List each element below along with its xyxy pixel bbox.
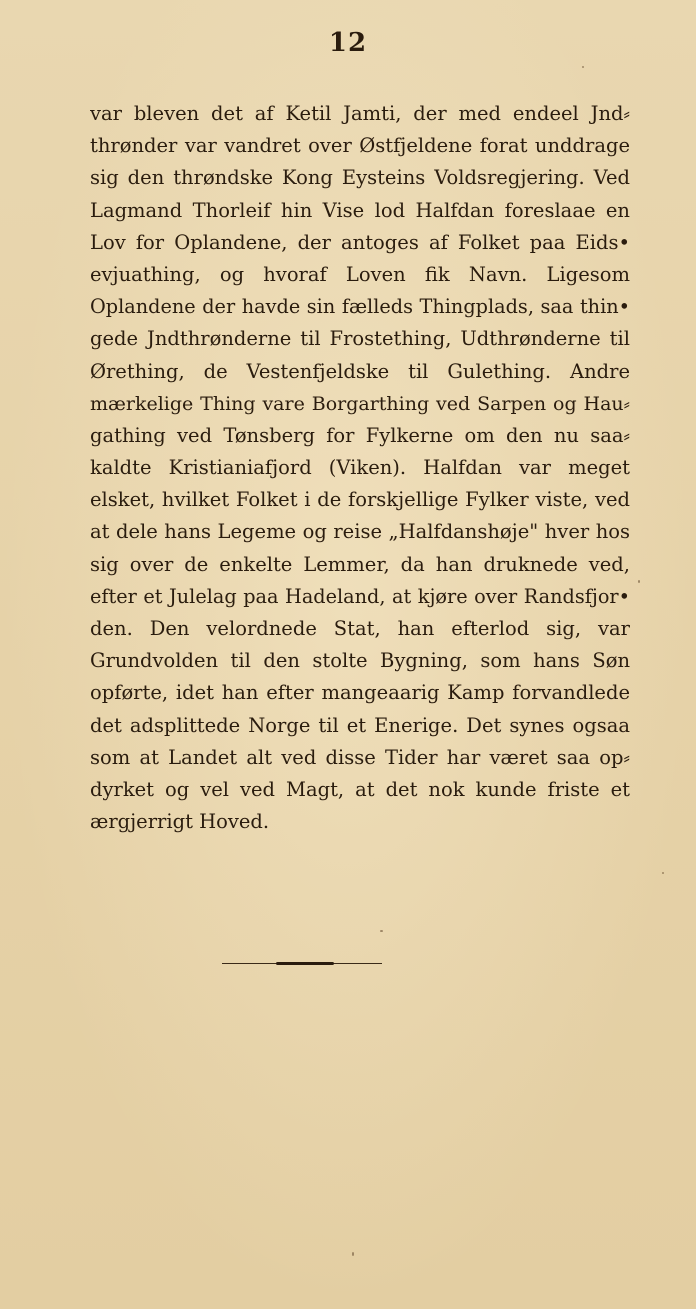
text-line: mærkelige Thing vare Borgarthing ved Sarpen og Hau⸗ bbox=[90, 392, 630, 415]
text-line: Lov for Oplandene, der antoges af Folket paa Eids• bbox=[90, 230, 630, 254]
text-line: efter et Julelag paa Hadeland, at kjøre over Randsfjor• bbox=[90, 584, 630, 608]
text-line: Lagmand Thorleif hin Vise lod Halfdan foreslaae en bbox=[90, 198, 630, 222]
text-line: sig den thrøndske Kong Eysteins Voldsregjering. Ved bbox=[90, 166, 630, 190]
text-line: Oplandene der havde sin fælleds Thingplads, saa thin• bbox=[90, 295, 630, 319]
text-line-last: ærgjerrigt Hoved. bbox=[90, 810, 270, 834]
text-line: kaldte Kristianiafjord (Viken). Halfdan var meget bbox=[90, 456, 630, 480]
text-line: thrønder var vandret over Østfjeldene forat unddrage bbox=[90, 134, 630, 158]
text-line: evjuathing, og hvoraf Loven fik Navn. Ligesom bbox=[90, 262, 630, 286]
text-line: sig over de enkelte Lemmer, da han druknede ved, bbox=[90, 552, 630, 576]
text-line: gede Jndthrønderne til Frostething, Udthrønderne til bbox=[90, 327, 630, 351]
paper-speck bbox=[352, 1252, 354, 1256]
text-line: dyrket og vel ved Magt, at det nok kunde friste et bbox=[90, 777, 630, 801]
paper-speck bbox=[638, 580, 640, 583]
text-line: Ørething, de Vestenfjeldske til Gulething. Andre bbox=[90, 359, 630, 383]
body-text bbox=[90, 98, 630, 838]
section-divider-rule bbox=[222, 962, 382, 966]
text-line: det adsplittede Norge til et Enerige. Det synes ogsaa bbox=[90, 713, 630, 737]
text-line: var bleven det af Ketil Jamti, der med endeel Jnd⸗ bbox=[90, 102, 630, 125]
text-line: opførte, idet han efter mangeaarig Kamp forvandlede bbox=[90, 681, 630, 705]
text-line: at dele hans Legeme og reise „Halfdanshøje" hver hos bbox=[90, 520, 630, 544]
paper-speck bbox=[662, 872, 664, 874]
text-line: gathing ved Tønsberg for Fylkerne om den nu saa⸗ bbox=[90, 423, 630, 447]
text-line: den. Den velordnede Stat, han efterlod sig, var bbox=[90, 617, 630, 640]
text-line: Grundvolden til den stolte Bygning, som hans Søn bbox=[90, 649, 630, 673]
paper-speck bbox=[582, 66, 584, 68]
paper-speck bbox=[380, 930, 383, 932]
text-line: som at Landet alt ved disse Tider har været saa op⸗ bbox=[90, 745, 630, 769]
text-line: elsket, hvilket Folket i de forskjellige Fylker viste, ved bbox=[90, 488, 630, 512]
divider-thick-center bbox=[276, 962, 334, 965]
page-number: 12 bbox=[328, 28, 368, 58]
